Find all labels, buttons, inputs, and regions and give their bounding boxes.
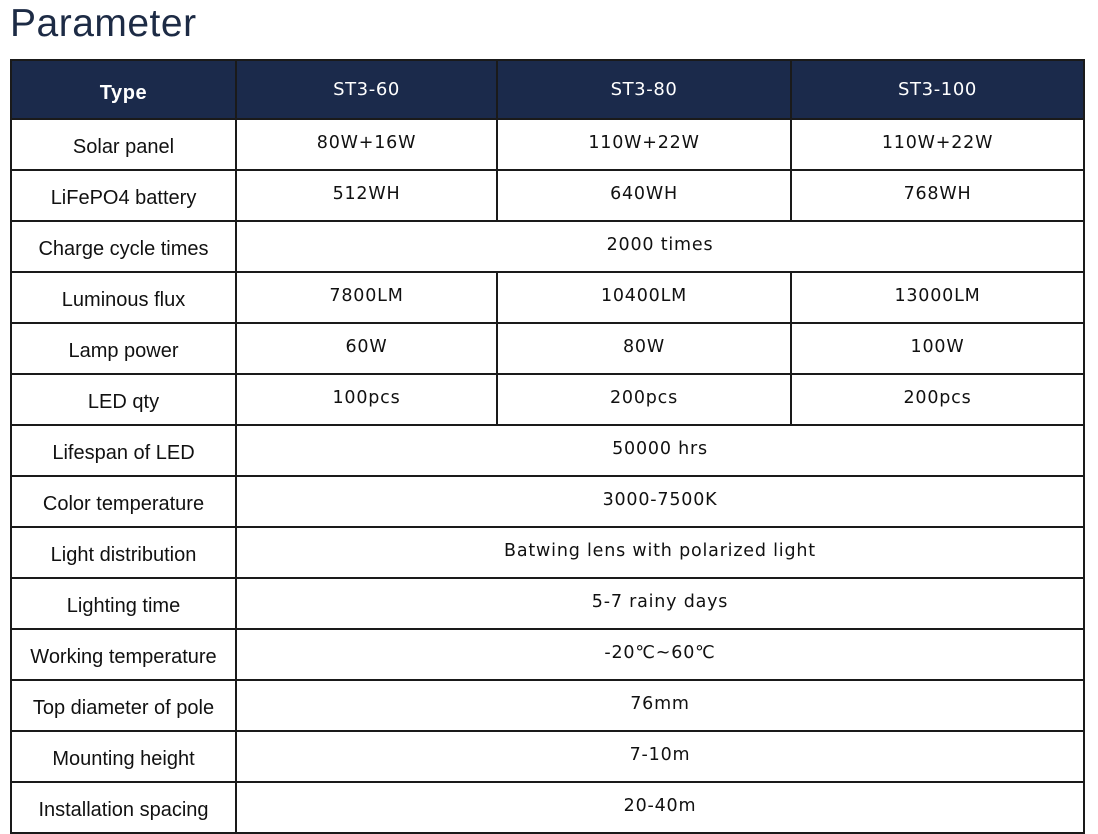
header-cell-type: Type xyxy=(11,60,236,119)
table-cell: 110W+22W xyxy=(497,119,791,170)
table-row xyxy=(11,425,1084,476)
table-cell: 100W xyxy=(791,323,1084,374)
table-cell: 200pcs xyxy=(497,374,791,425)
table-row xyxy=(11,374,1084,425)
table-row xyxy=(11,221,1084,272)
page-title: Parameter xyxy=(10,2,197,45)
table-header xyxy=(11,60,1084,119)
table-cell: 768WH xyxy=(791,170,1084,221)
row-label: Color temperature xyxy=(11,476,236,527)
table-cell-merged: 50000 hrs xyxy=(236,425,1084,476)
table-row xyxy=(11,272,1084,323)
header-cell-model: ST3-100 xyxy=(791,60,1084,119)
table-row xyxy=(11,782,1084,833)
row-label: LiFePO4 battery xyxy=(11,170,236,221)
table-cell-merged: 5-7 rainy days xyxy=(236,578,1084,629)
header-cell-model: ST3-60 xyxy=(236,60,497,119)
table-row xyxy=(11,476,1084,527)
table-cell: 60W xyxy=(236,323,497,374)
row-label: Top diameter of pole xyxy=(11,680,236,731)
row-label: Installation spacing xyxy=(11,782,236,833)
table-cell-merged: 3000-7500K xyxy=(236,476,1084,527)
table-cell-merged: 76mm xyxy=(236,680,1084,731)
table-cell: 640WH xyxy=(497,170,791,221)
header-row xyxy=(11,60,1084,119)
table-body xyxy=(11,119,1084,833)
row-label: LED qty xyxy=(11,374,236,425)
table-row xyxy=(11,680,1084,731)
table-row xyxy=(11,629,1084,680)
table-row xyxy=(11,119,1084,170)
table-cell: 80W xyxy=(497,323,791,374)
table-cell-merged: 20-40m xyxy=(236,782,1084,833)
row-label: Charge cycle times xyxy=(11,221,236,272)
row-label: Lifespan of LED xyxy=(11,425,236,476)
row-label: Lighting time xyxy=(11,578,236,629)
table-cell: 110W+22W xyxy=(791,119,1084,170)
table-cell: 100pcs xyxy=(236,374,497,425)
row-label: Lamp power xyxy=(11,323,236,374)
row-label: Light distribution xyxy=(11,527,236,578)
parameter-table xyxy=(10,59,1085,834)
table-row xyxy=(11,731,1084,782)
table-row xyxy=(11,578,1084,629)
table-cell: 200pcs xyxy=(791,374,1084,425)
row-label: Working temperature xyxy=(11,629,236,680)
row-label: Mounting height xyxy=(11,731,236,782)
table-cell-merged: 2000 times xyxy=(236,221,1084,272)
table-cell: 80W+16W xyxy=(236,119,497,170)
table-cell: 512WH xyxy=(236,170,497,221)
row-label: Luminous flux xyxy=(11,272,236,323)
table-cell: 13000LM xyxy=(791,272,1084,323)
table-row xyxy=(11,323,1084,374)
table-row xyxy=(11,527,1084,578)
table-cell-merged: -20℃~60℃ xyxy=(236,629,1084,680)
table-cell: 7800LM xyxy=(236,272,497,323)
table-cell: 10400LM xyxy=(497,272,791,323)
table-row xyxy=(11,170,1084,221)
row-label: Solar panel xyxy=(11,119,236,170)
table-cell-merged: 7-10m xyxy=(236,731,1084,782)
header-cell-model: ST3-80 xyxy=(497,60,791,119)
table-cell-merged: Batwing lens with polarized light xyxy=(236,527,1084,578)
